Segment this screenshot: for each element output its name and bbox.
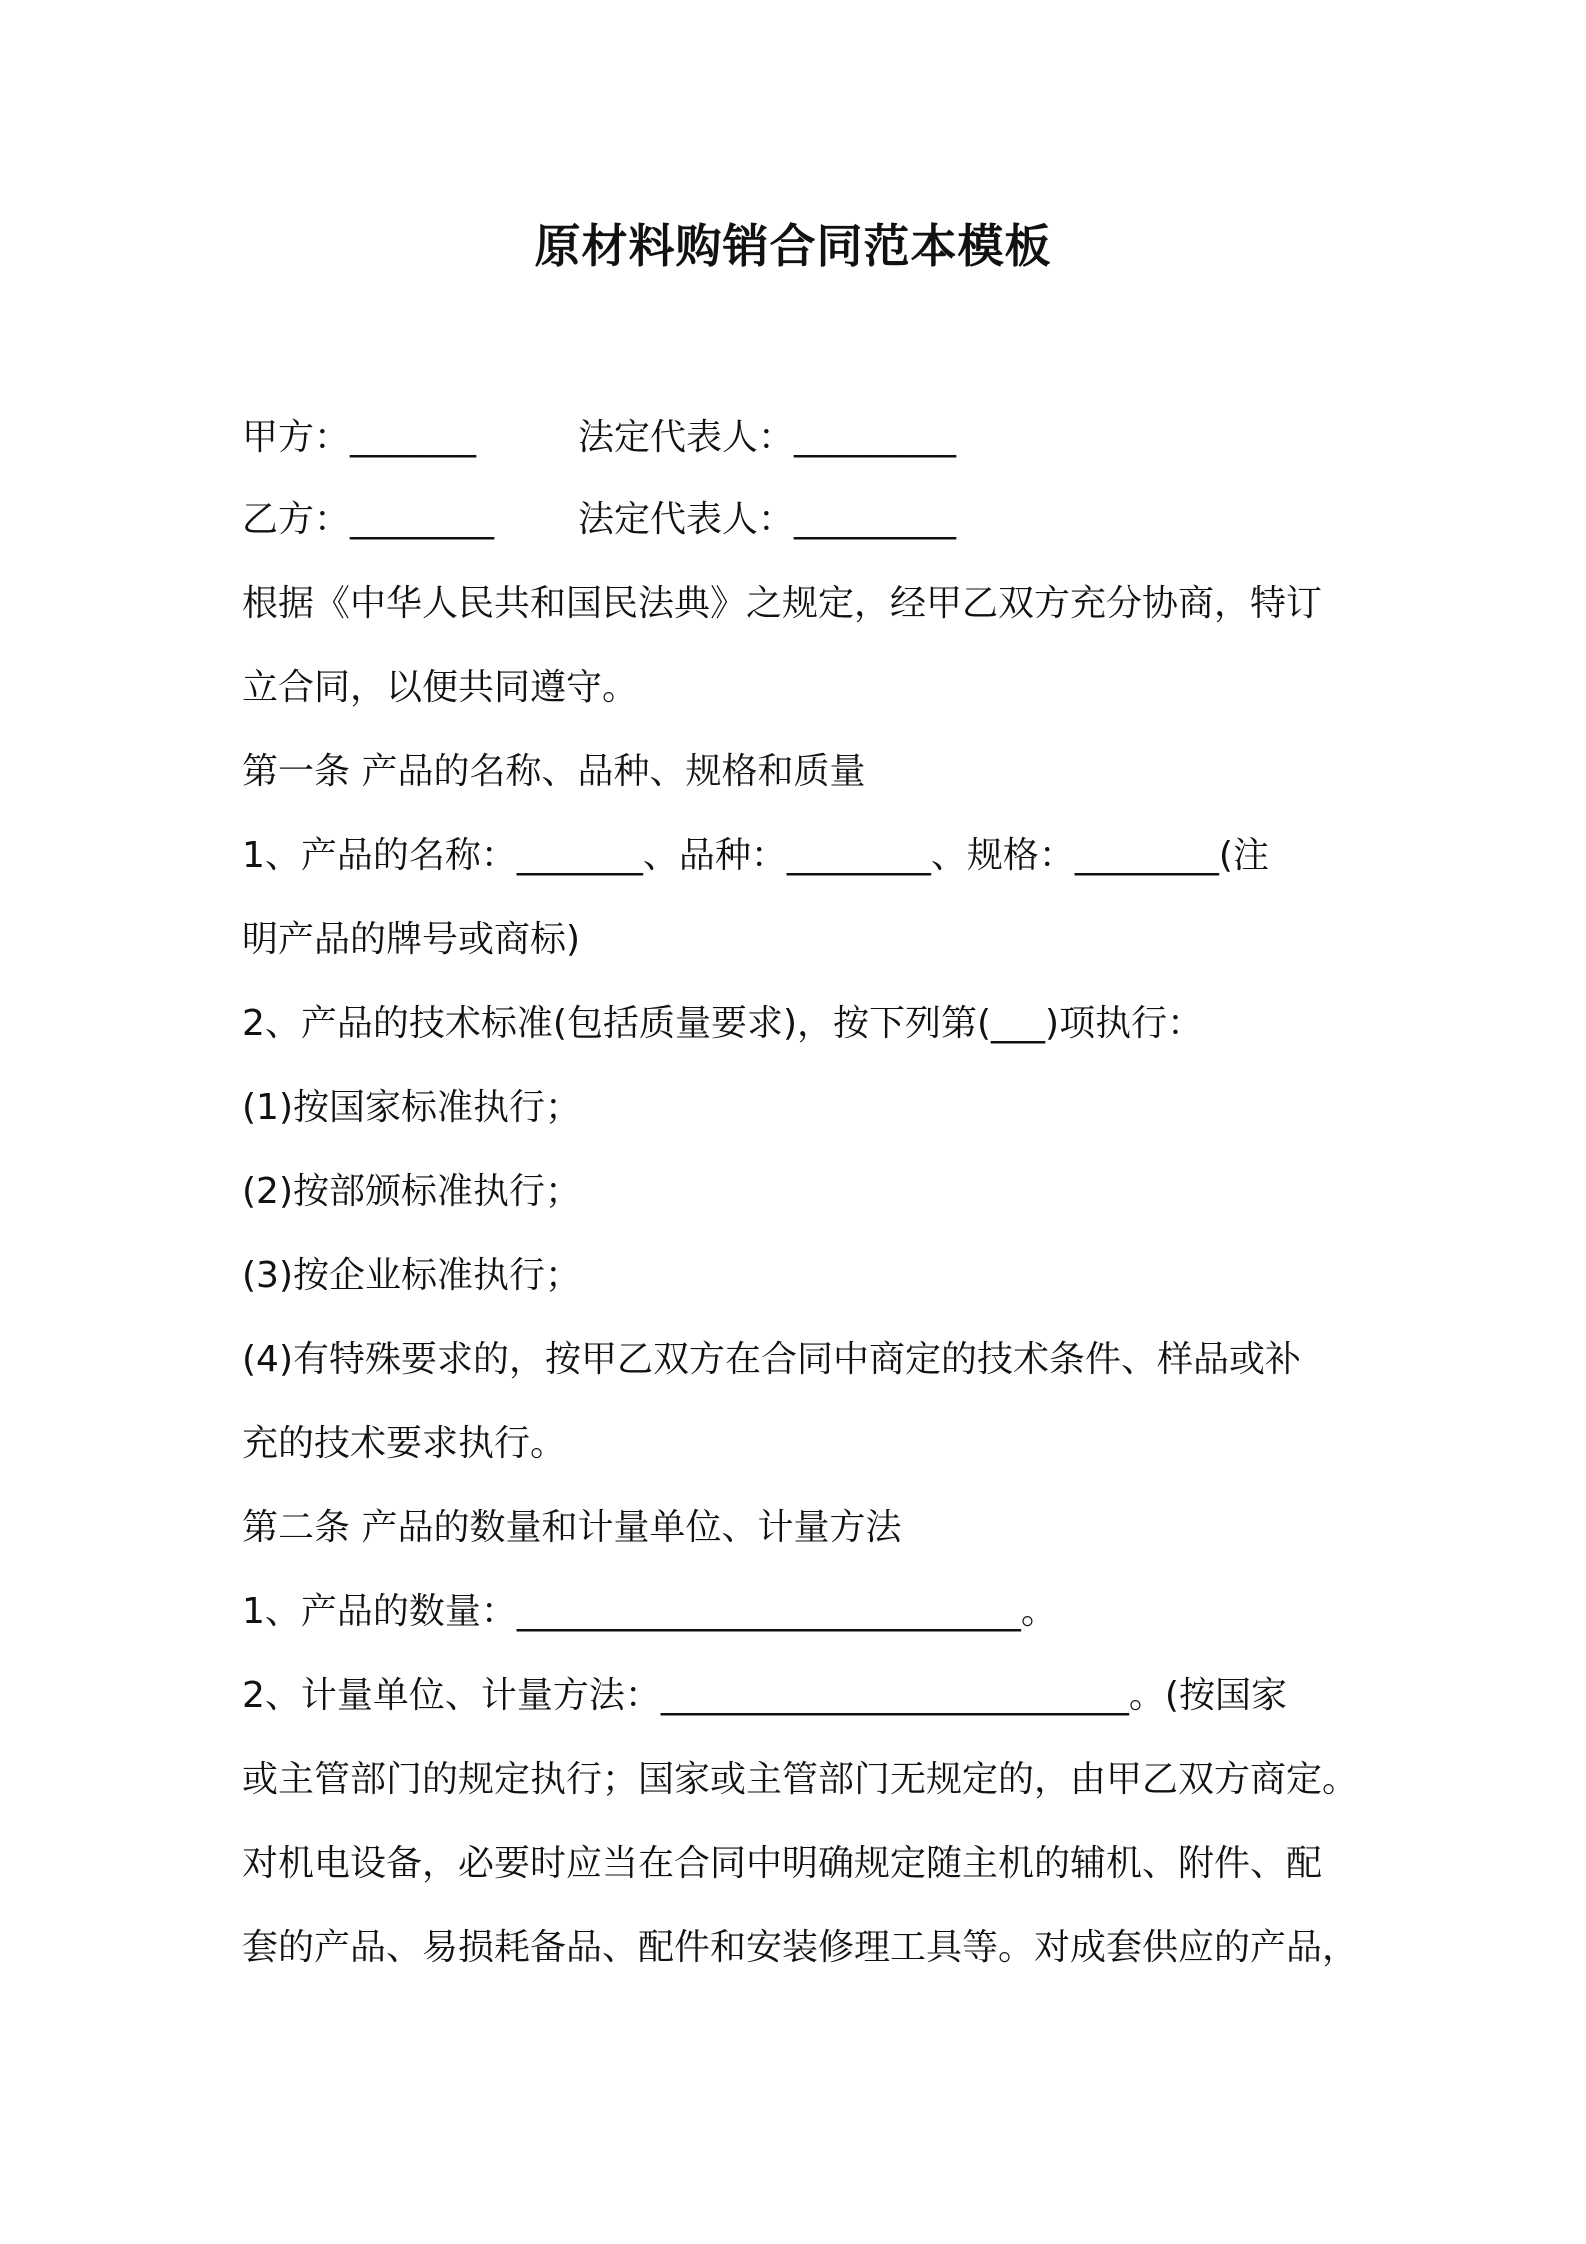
party-b-representative: 法定代表人：_________ [578, 499, 957, 540]
article-1-option-4-line-2: 充的技术要求执行。 [242, 1423, 567, 1464]
party-a-label: 甲方：_______ [242, 417, 477, 458]
party-a-representative: 法定代表人：_________ [578, 417, 957, 458]
article-2-heading: 第二条 产品的数量和计量单位、计量方法 [242, 1507, 902, 1548]
party-b-line [242, 496, 956, 544]
article-1-item-1-line-2: 明产品的牌号或商标) [242, 919, 581, 960]
party-a-line [242, 414, 956, 462]
article-2-item-2-line-1: 2、计量单位、计量方法：__________________________。(按国家 [242, 1675, 1287, 1716]
article-1-option-3: (3)按企业标准执行； [242, 1255, 581, 1296]
article-1-option-1: (1)按国家标准执行； [242, 1087, 581, 1128]
article-1-item-2: 2、产品的技术标准(包括质量要求)，按下列第(___)项执行： [242, 1003, 1204, 1044]
intro-line-2: 立合同，以便共同遵守。 [242, 667, 639, 708]
intro-line-1: 根据《中华人民共和国民法典》之规定，经甲乙双方充分协商，特订 [242, 583, 1323, 624]
article-1-option-2: (2)按部颁标准执行； [242, 1171, 581, 1212]
article-1-item-1-line-1: 1、产品的名称：_______、品种：________、规格：________(注 [242, 835, 1269, 876]
article-2-item-2-line-4: 套的产品、易损耗备品、配件和安装修理工具等。对成套供应的产品， [242, 1927, 1359, 1968]
article-2-item-2-line-3: 对机电设备，必要时应当在合同中明确规定随主机的辅机、附件、配 [242, 1843, 1323, 1884]
article-1-option-4-line-1: (4)有特殊要求的，按甲乙双方在合同中商定的技术条件、样品或补 [242, 1339, 1301, 1380]
article-2-item-1: 1、产品的数量：____________________________。 [242, 1591, 1057, 1632]
document-title: 原材料购销合同范本模板 [534, 219, 1052, 273]
article-1-heading: 第一条 产品的名称、品种、规格和质量 [242, 751, 866, 792]
party-b-label: 乙方：________ [242, 499, 495, 540]
article-2-item-2-line-2: 或主管部门的规定执行；国家或主管部门无规定的，由甲乙双方商定。 [242, 1759, 1359, 1800]
